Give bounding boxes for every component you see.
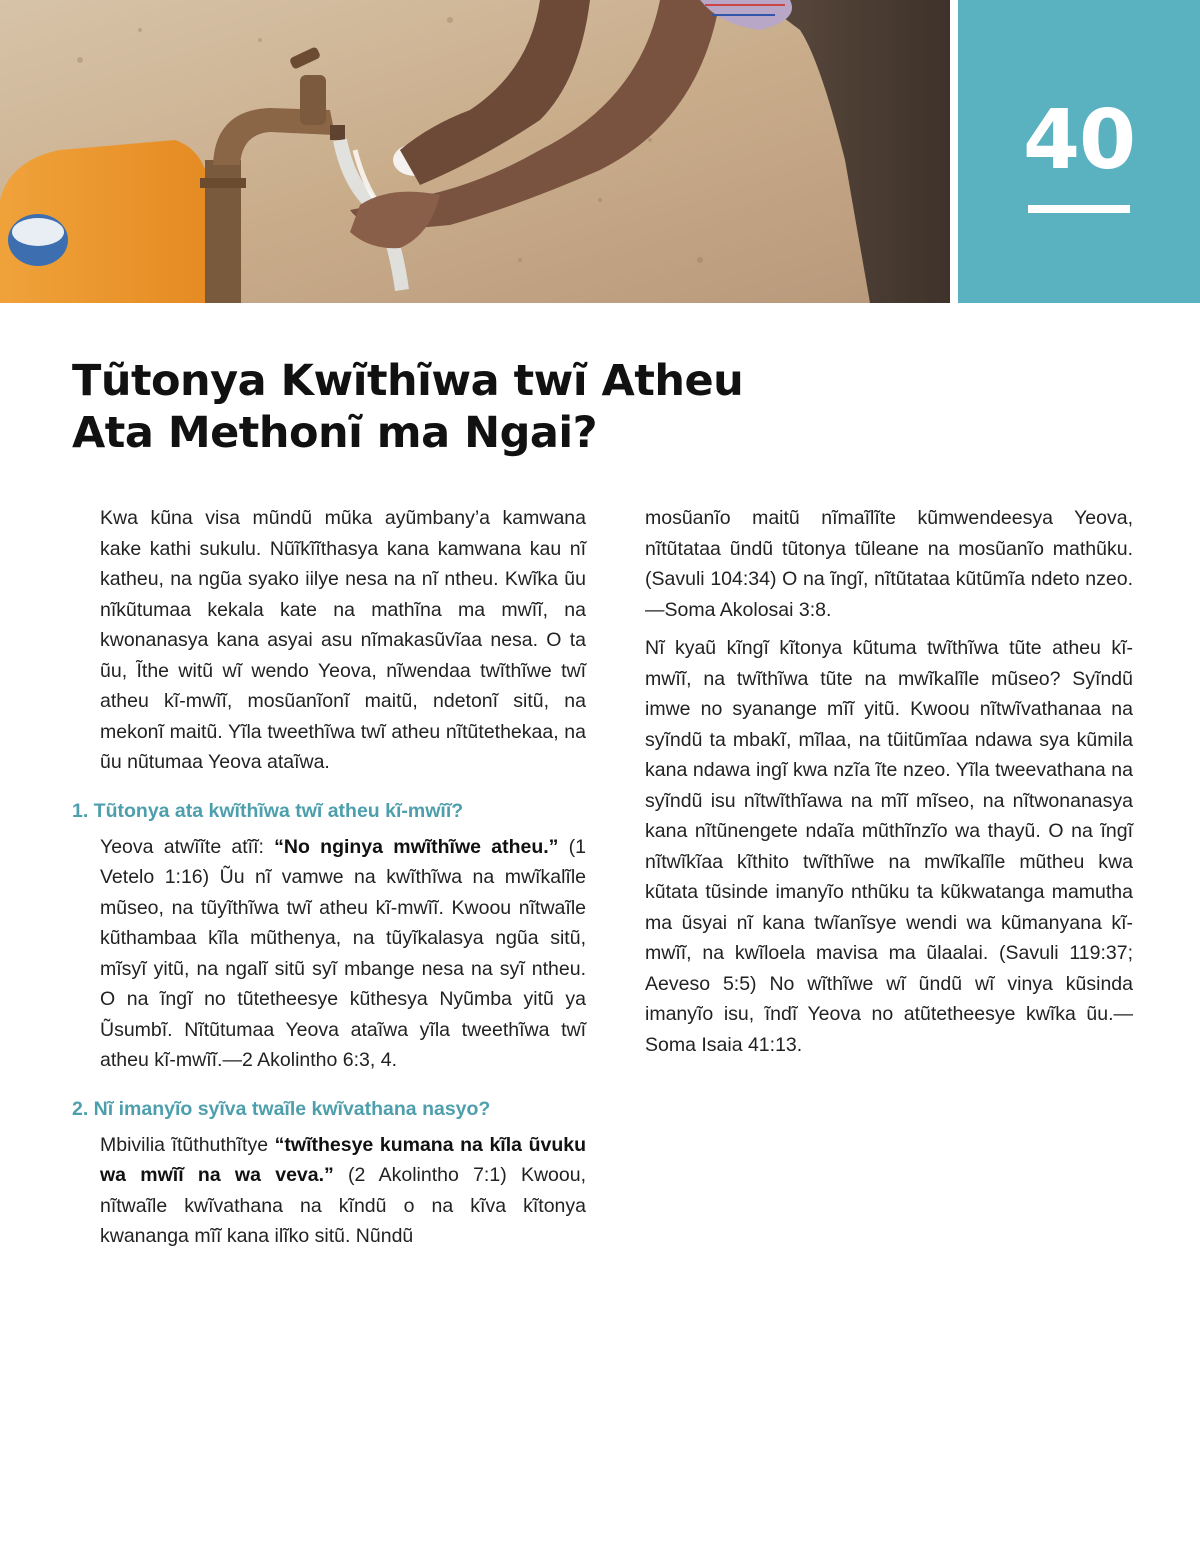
right-paragraph-2: Nĩ kyaũ kĩngĩ kĩtonya kũtuma twĩthĩwa tũte atheu kĩ-mwĩĩ, na twĩthĩwa tũte na mwĩkalĩle mũseo? Syĩndũ imwe no syanange mĩĩ yitũ. Kwoou nĩtwĩvathanaa na syĩndũ ta mbakĩ, mĩlaa, na tũitũmĩaa ndawa sya kũmila kana ndawa ingĩ kwa nzĩa ĩte nzeo. Yĩla tweevathana na syĩndũ isu nĩtwĩthĩawa na mĩĩ mĩseo, na nĩtwonanasya kana nĩtũnengete ndaĩa mũthĩnzĩo wa thayũ. O na ĩngĩ nĩtwĩkĩaa kĩthito twĩthĩwe na mwĩkalĩle mũtheu kwa kũtata tũsinde imanyĩo nthũku ta kũkwatanga mamutha ma ũsyai nĩ kana twĩanĩsye wendi wa kũmanyana kĩ-mwĩĩ, na kwĩloela mavisa ma ũlaalai. (Savuli 119:37; Aeveso 5:5) No wĩthĩwe wĩ ũndũ wĩ vinya kũsinda imanyĩo isu, ĩndĩ Yeova no atũtetheesye kwĩka ũu.—Soma Isaia 41:13.	[645, 637, 1133, 1056]
right-paragraph-1: mosũanĩo maitũ nĩmaĩlĩte kũmwendeesya Yeova, nĩtũtataa ũndũ tũtonya tũleane na mosũanĩo mathũku. (Savuli 104:34) O na ĩngĩ, nĩtũtataa kũtũmĩa ndeto nzeo.—Soma Akolosai 3:8.	[645, 507, 1133, 621]
title-line-1: Tũtonya Kwĩthĩwa twĩ Atheu	[72, 356, 744, 406]
question-1-heading: 1. Tũtonya ata kwĩthĩwa twĩ atheu kĩ-mwĩĩ?	[72, 799, 464, 822]
right-column	[645, 503, 1133, 1068]
lesson-number-underline	[1028, 205, 1130, 213]
question-1-answer	[72, 832, 586, 1076]
handwashing-illustration	[0, 0, 950, 303]
q1-text-after: (1 Vetelo 1:16) Ũu nĩ vamwe na kwĩthĩwa na mwĩkalĩle mũseo, na tũyĩthĩwa twĩ atheu kĩ-mwĩĩ. Kwoou nĩtwaĩle kũthambaa kĩla mũthenya, na tũyĩkalasya ngũa sitũ, mĩsyĩ yitũ, na ngalĩ sitũ syĩ mbange nesa na syĩ ntheu. O na ĩngĩ no tũtetheesye kũthesya Nyũmba yitũ ya Ũsumbĩ. Nĩtũtumaa Yeova ataĩwa yĩla tweethĩwa twĩ atheu kĩ-mwĩĩ.—2 Akolintho 6:3, 4.	[100, 835, 586, 1071]
q2-scripture-quote: “twĩthesye kumana na kĩla ũvuku wa mwĩĩ na wa veva.”	[100, 1133, 586, 1186]
q2-text-before: Mbivilia ĩtũthuthĩtye	[100, 1133, 275, 1156]
page-title	[72, 355, 872, 459]
q1-text-before: Yeova atwĩĩte atĩĩ:	[100, 835, 275, 858]
question-2-answer	[72, 1130, 586, 1252]
title-line-2: Ata Methonĩ ma Ngai?	[72, 408, 598, 458]
lesson-number: 40	[1022, 93, 1136, 188]
hero-photo	[0, 0, 950, 303]
q1-scripture-quote: “No nginya mwĩthĩwe atheu.”	[274, 835, 559, 858]
lesson-number-box	[958, 0, 1200, 303]
question-2-heading: 2. Nĩ imanyĩo syĩva twaĩle kwĩvathana nasyo?	[72, 1097, 491, 1120]
q2-text-after: (2 Akolintho 7:1) Kwoou, nĩtwaĩle kwĩvathana na kĩndũ o na kĩva kĩtonya kwananga mĩĩ kana ilĩko sitũ. Nũndũ	[100, 1164, 587, 1247]
left-column	[72, 503, 586, 1260]
intro-paragraph: Kwa kũna visa mũndũ mũka ayũmbany’a kamwana kake kathi sukulu. Nũĩkĩĩthasya kana kamwana kau nĩ katheu, na ngũa syako iilye nesa na nĩ ntheu. Kwĩka ũu nĩkũtumaa kekala kate na mathĩna ma mwĩĩ, na kwonanasya kana asyai asu nĩmakasũvĩaa nesa. O ta ũu, Ĩthe witũ wĩ wendo Yeova, nĩwendaa twĩthĩwe twĩ atheu kĩ-mwĩĩ, mosũanĩonĩ maitũ, ndetonĩ sitũ, na mekonĩ maitũ. Yĩla tweethĩwa twĩ atheu nĩtũtethekaa, na ũu nũtumaa Yeova ataĩwa.	[100, 507, 586, 773]
